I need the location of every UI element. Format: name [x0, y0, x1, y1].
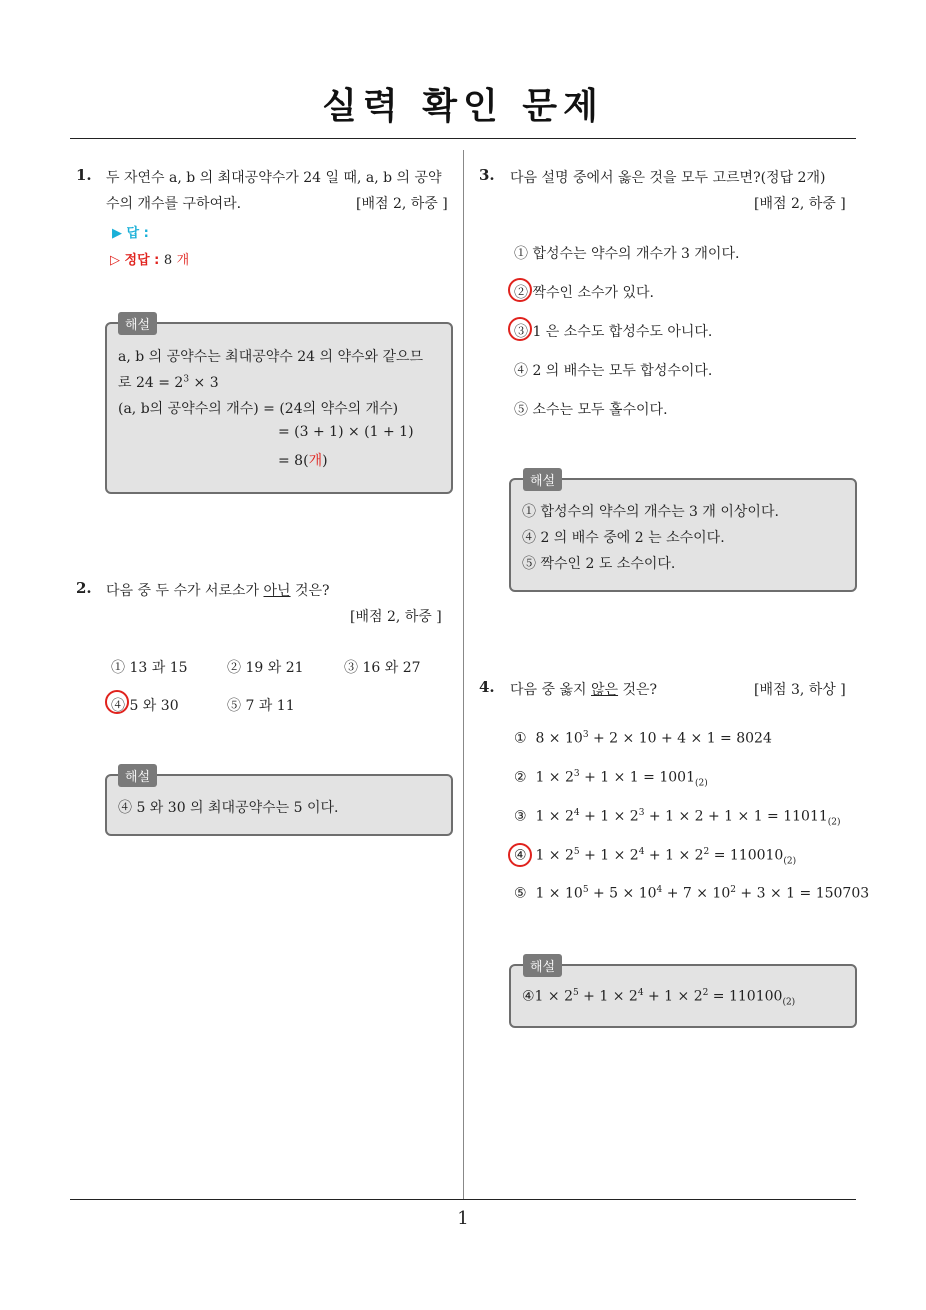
- q2-option-1[interactable]: ① 13 과 15: [111, 660, 188, 676]
- q1-correct-value: 8: [163, 253, 173, 268]
- q2-option-2[interactable]: ② 19 와 21: [227, 660, 304, 676]
- q4-text-pre: 다음 중 옳지: [510, 682, 591, 698]
- q4-solution-tag: 해설: [523, 954, 562, 977]
- q2-option-5[interactable]: ⑤ 7 과 11: [227, 698, 295, 714]
- q4-option-2[interactable]: ② $1 \times 2^3 + 1 \times 1 = 1001_{(2)}$: [514, 769, 708, 789]
- q2-meta: [배점 2, 하중 ]: [350, 609, 442, 625]
- q1-sol-line4: = (3 + 1) × (1 + 1): [278, 424, 414, 440]
- q3-sol-line2: ④ 2 의 배수 중에 2 는 소수이다.: [522, 530, 725, 546]
- q2-option-4[interactable]: ④ 5 와 30: [111, 698, 179, 714]
- q2-text-post: 것은?: [290, 583, 330, 599]
- q3-option-5[interactable]: ⑤ 소수는 모두 홀수이다.: [514, 402, 668, 418]
- q1-solution-tag: 해설: [118, 312, 157, 335]
- q2-answer-mark: [105, 690, 129, 714]
- header-rule: [70, 138, 856, 139]
- q3-option-3[interactable]: ③ 1 은 소수도 합성수도 아니다.: [514, 324, 713, 340]
- q3-number: 3.: [479, 166, 495, 184]
- q1-correct-label: ▷ 정답 :: [110, 253, 160, 268]
- q1-sol-line2-pre: 로 24 = 2: [118, 375, 184, 391]
- q1-correct-unit: 개: [176, 253, 190, 268]
- q3-text: 다음 설명 중에서 옳은 것을 모두 고르면?(정답 2개): [510, 170, 826, 186]
- q1-sol-line3: (a, b의 공약수의 개수) = (24의 약수의 개수): [118, 401, 399, 417]
- page-title: 실력 확인 문제: [322, 86, 604, 127]
- q4-sol-line1: ④1 × $2^5 + 1 \times 2^4 + 1 \times 2^2 = 110100_{(2)}$: [522, 988, 796, 1008]
- q2-option-3[interactable]: ③ 16 와 27: [344, 660, 421, 676]
- q1-sol-line5: [278, 450, 328, 470]
- q1-meta: [배점 2, 하중 ]: [356, 196, 448, 212]
- q3-sol-line1: ① 합성수의 약수의 개수는 3 개 이상이다.: [522, 504, 779, 520]
- q4-number: 4.: [479, 678, 495, 696]
- q2-solution-tag: 해설: [118, 764, 157, 787]
- q4-text-underlined: 않은: [590, 682, 619, 698]
- q3-option-4[interactable]: ④ 2 의 배수는 모두 합성수이다.: [514, 363, 713, 379]
- q2-text-underlined: 아닌: [263, 583, 291, 599]
- q4-option-3[interactable]: ③ $1 \times 2^4 + 1 \times 2^3 + 1 \times 2 + 1 \times 1 = 11011_{(2)}$: [514, 808, 841, 828]
- q1-sol-line2-post: × 3: [189, 375, 219, 391]
- q1-sol-line2-exp: 3: [183, 374, 190, 385]
- q1-sol-line5-post: ): [322, 453, 328, 469]
- q1-text-line2: 수의 개수를 구하여라.: [106, 196, 242, 212]
- q1-sol-line2: [118, 372, 219, 392]
- q4-option-5[interactable]: ⑤ $1 \times 10^5 + 5 \times 10^4 + 7 \times 10^2 + 3 \times 1 = 150703$: [514, 885, 870, 902]
- q2-text-pre: 다음 중 두 수가 서로소가: [106, 583, 264, 599]
- q3-sol-line3: ⑤ 짝수인 2 도 소수이다.: [522, 556, 676, 572]
- q4-option-1[interactable]: ① $8 \times 10^3 + 2 \times 10 + 4 \times 1 = 8024$: [514, 730, 772, 747]
- q3-meta: [배점 2, 하중 ]: [754, 196, 846, 212]
- page-number: 1: [457, 1208, 469, 1229]
- column-divider: [463, 150, 464, 1200]
- q4-text: [510, 679, 657, 699]
- q2-number: 2.: [76, 579, 92, 597]
- q1-text-line1: 두 자연수 a, b 의 최대공약수가 24 일 때, a, b 의 공약: [106, 170, 442, 186]
- q3-answer-mark-2: [508, 278, 532, 302]
- q3-option-1[interactable]: ① 합성수는 약수의 개수가 3 개이다.: [514, 246, 740, 262]
- q2-text: [106, 580, 330, 600]
- q1-correct-answer: [110, 249, 189, 268]
- q3-option-2[interactable]: ② 짝수인 소수가 있다.: [514, 285, 654, 301]
- q1-answer-label: ▶ 답 :: [112, 226, 149, 241]
- q3-solution-tag: 해설: [523, 468, 562, 491]
- q4-answer-mark: [508, 843, 532, 867]
- q1-sol-line5-unit: 개: [308, 453, 323, 469]
- q1-sol-line5-pre: = 8(: [278, 453, 309, 469]
- footer-rule: [70, 1199, 856, 1200]
- q3-answer-mark-3: [508, 317, 532, 341]
- q1-sol-line1: a, b 의 공약수는 최대공약수 24 의 약수와 같으므: [118, 349, 424, 365]
- q1-number: 1.: [76, 166, 92, 184]
- q2-sol-line1: ④ 5 와 30 의 최대공약수는 5 이다.: [118, 800, 339, 816]
- q4-text-post: 것은?: [618, 682, 658, 698]
- q4-option-4[interactable]: ④ $1 \times 2^5 + 1 \times 2^4 + 1 \times 2^2 = 110010_{(2)}$: [514, 847, 797, 867]
- q4-meta: [배점 3, 하상 ]: [754, 682, 846, 698]
